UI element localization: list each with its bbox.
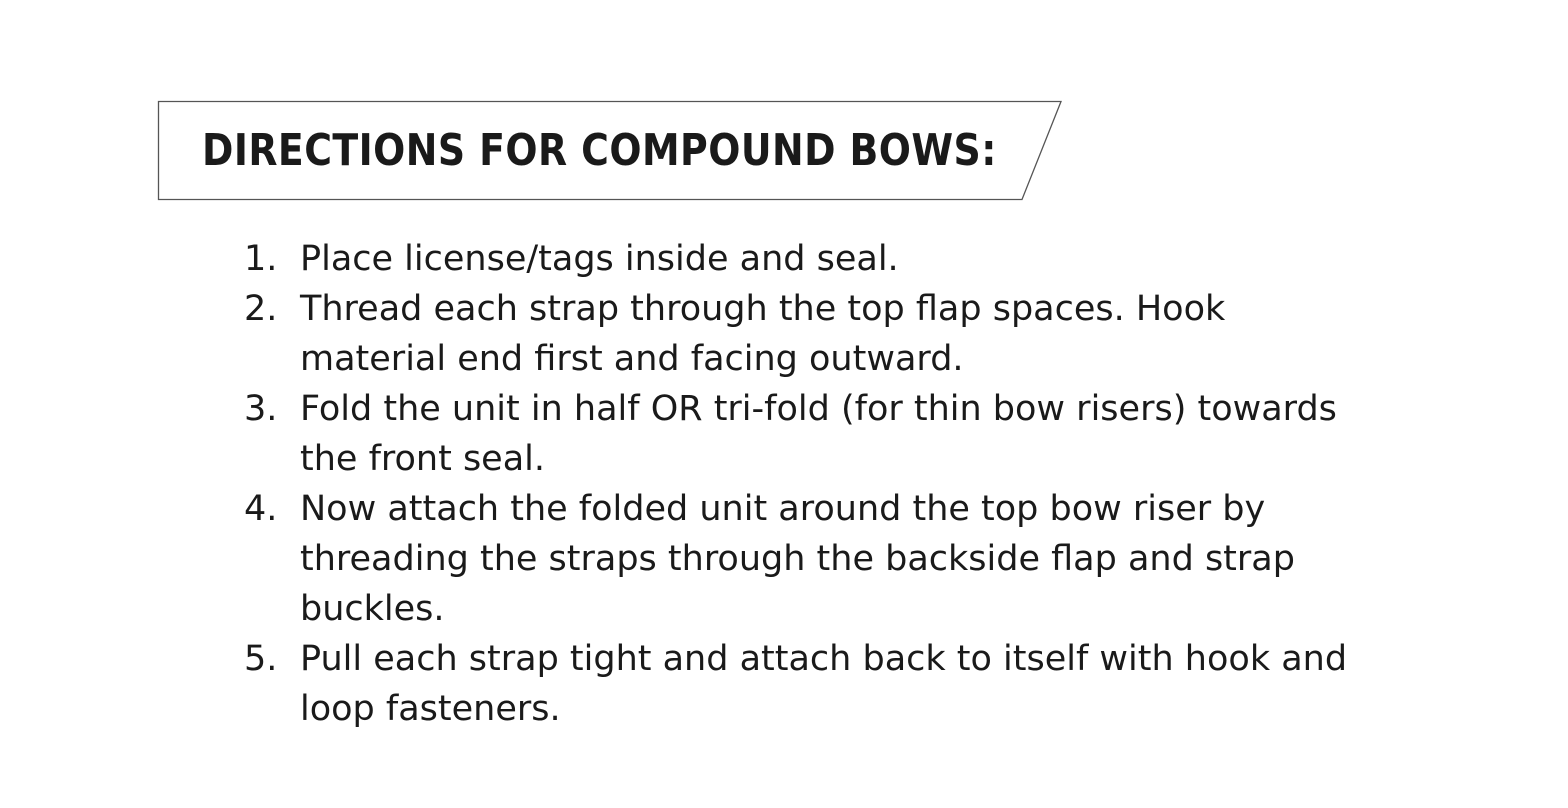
direction-number: 1.	[244, 239, 278, 279]
header-banner	[158, 101, 1062, 200]
direction-line: material end first and facing outward.	[300, 339, 964, 379]
direction-text	[300, 634, 1374, 734]
direction-number: 5.	[244, 639, 278, 679]
direction-line: Place license/tags inside and seal.	[300, 239, 899, 279]
direction-text	[300, 384, 1374, 484]
direction-line: threading the straps through the backside flap and strap	[300, 539, 1295, 579]
direction-text	[300, 234, 1374, 284]
direction-line: Fold the unit in half OR tri-fold (for thin bow risers) towards	[300, 389, 1337, 429]
direction-line: Now attach the folded unit around the top bow riser by	[300, 489, 1266, 529]
direction-line: the front seal.	[300, 439, 546, 479]
direction-line: loop fasteners.	[300, 689, 561, 729]
direction-item-3	[244, 384, 1374, 484]
direction-item-1	[244, 234, 1374, 284]
direction-line: Thread each strap through the top flap spaces. Hook	[300, 289, 1226, 329]
direction-item-2	[244, 284, 1374, 384]
direction-line: Pull each strap tight and attach back to itself with hook and	[300, 639, 1348, 679]
directions-list	[244, 234, 1374, 734]
direction-text	[300, 284, 1374, 384]
page-title: DIRECTIONS FOR COMPOUND BOWS:	[202, 125, 997, 176]
direction-number: 4.	[244, 489, 278, 529]
direction-item-4	[244, 484, 1374, 634]
direction-number: 3.	[244, 389, 278, 429]
direction-item-5	[244, 634, 1374, 734]
direction-text	[300, 484, 1374, 634]
direction-line: buckles.	[300, 589, 445, 629]
direction-number: 2.	[244, 289, 278, 329]
